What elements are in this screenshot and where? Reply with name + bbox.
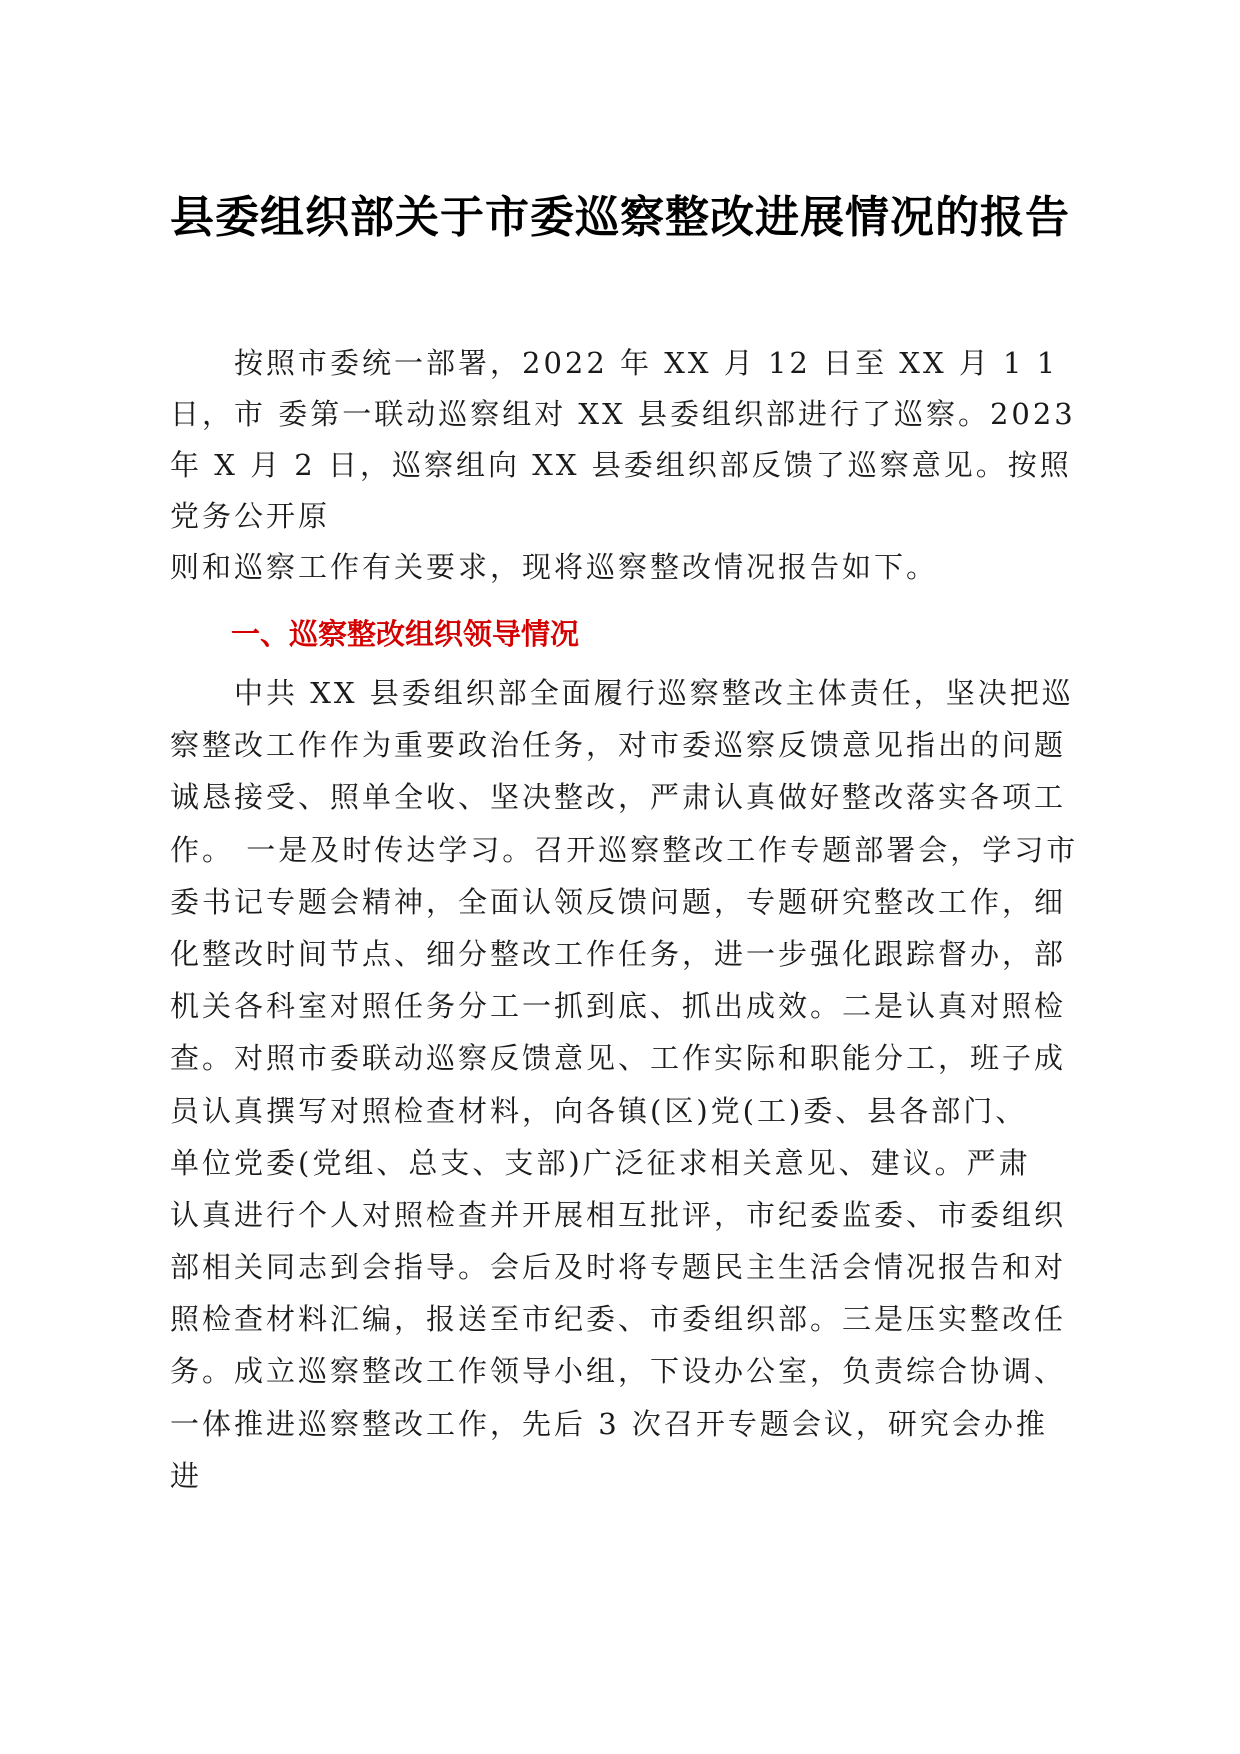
paragraph-line: 认真进行个人对照检查并开展相互批评，市纪委监委、市委组织 [170,1197,1067,1232]
section-paragraph [170,668,1079,1503]
paragraph-line: 委书记专题会精神，全面认领反馈问题，专题研究整改工作，细 [170,884,1067,919]
paragraph-line: 诚恳接受、照单全收、坚决整改，严肃认真做好整改落实各项工 [170,780,1067,815]
section-heading: 一、巡察整改组织领导情况 [231,617,580,651]
paragraph-line: 作。 一是及时传达学习。召开巡察整改工作专题部署会，学习市 [170,832,1079,867]
paragraph-line: 单位党委(党组、总支、支部)广泛征求相关意见、建议。严肃 [170,1145,1031,1180]
paragraph-line: 化整改时间节点、细分整改工作任务，进一步强化跟踪督办，部 [170,936,1067,971]
paragraph-line: 日，市 委第一联动巡察组对 XX 县委组织部进行了巡察。2023 [170,397,1076,431]
paragraph-line: 察整改工作作为重要政治任务，对市委巡察反馈意见指出的问题 [170,728,1067,763]
paragraph-line: 按照市委统一部署，2022 年 XX 月 12 日至 XX 月 1 1 [170,346,1059,380]
paragraph-line: 一体推进巡察整改工作，先后 3 次召开专题会议，研究会办推 [170,1406,1048,1441]
paragraph-line: 年 X 月 2 日，巡察组向 XX 县委组织部反馈了巡察意见。按照 [170,448,1072,482]
paragraph-line: 照检查材料汇编，报送至市纪委、市委组织部。三是压实整改任 [170,1302,1067,1337]
paragraph-line: 机关各科室对照任务分工一抓到底、抓出成效。二是认真对照检 [170,989,1067,1024]
paragraph-line: 中共 XX 县委组织部全面履行巡察整改主体责任，坚决把巡 [170,676,1074,710]
paragraph-line: 党务公开原 [170,499,331,533]
paragraph-line: 务。成立巡察整改工作领导小组，下设办公室，负责综合协调、 [170,1354,1067,1389]
document-title: 县委组织部关于市委巡察整改进展情况的报告 [170,192,1070,243]
paragraph-line: 查。对照市委联动巡察反馈意见、工作实际和职能分工，班子成 [170,1041,1067,1076]
intro-paragraph [170,338,1076,593]
paragraph-line: 员认真撰写对照检查材料，向各镇(区)党(工)委、县各部门、 [170,1093,1028,1128]
paragraph-line: 部相关同志到会指导。会后及时将专题民主生活会情况报告和对 [170,1250,1067,1285]
paragraph-line: 则和巡察工作有关要求，现将巡察整改情况报告如下。 [170,550,939,584]
paragraph-line: 进 [170,1458,203,1493]
